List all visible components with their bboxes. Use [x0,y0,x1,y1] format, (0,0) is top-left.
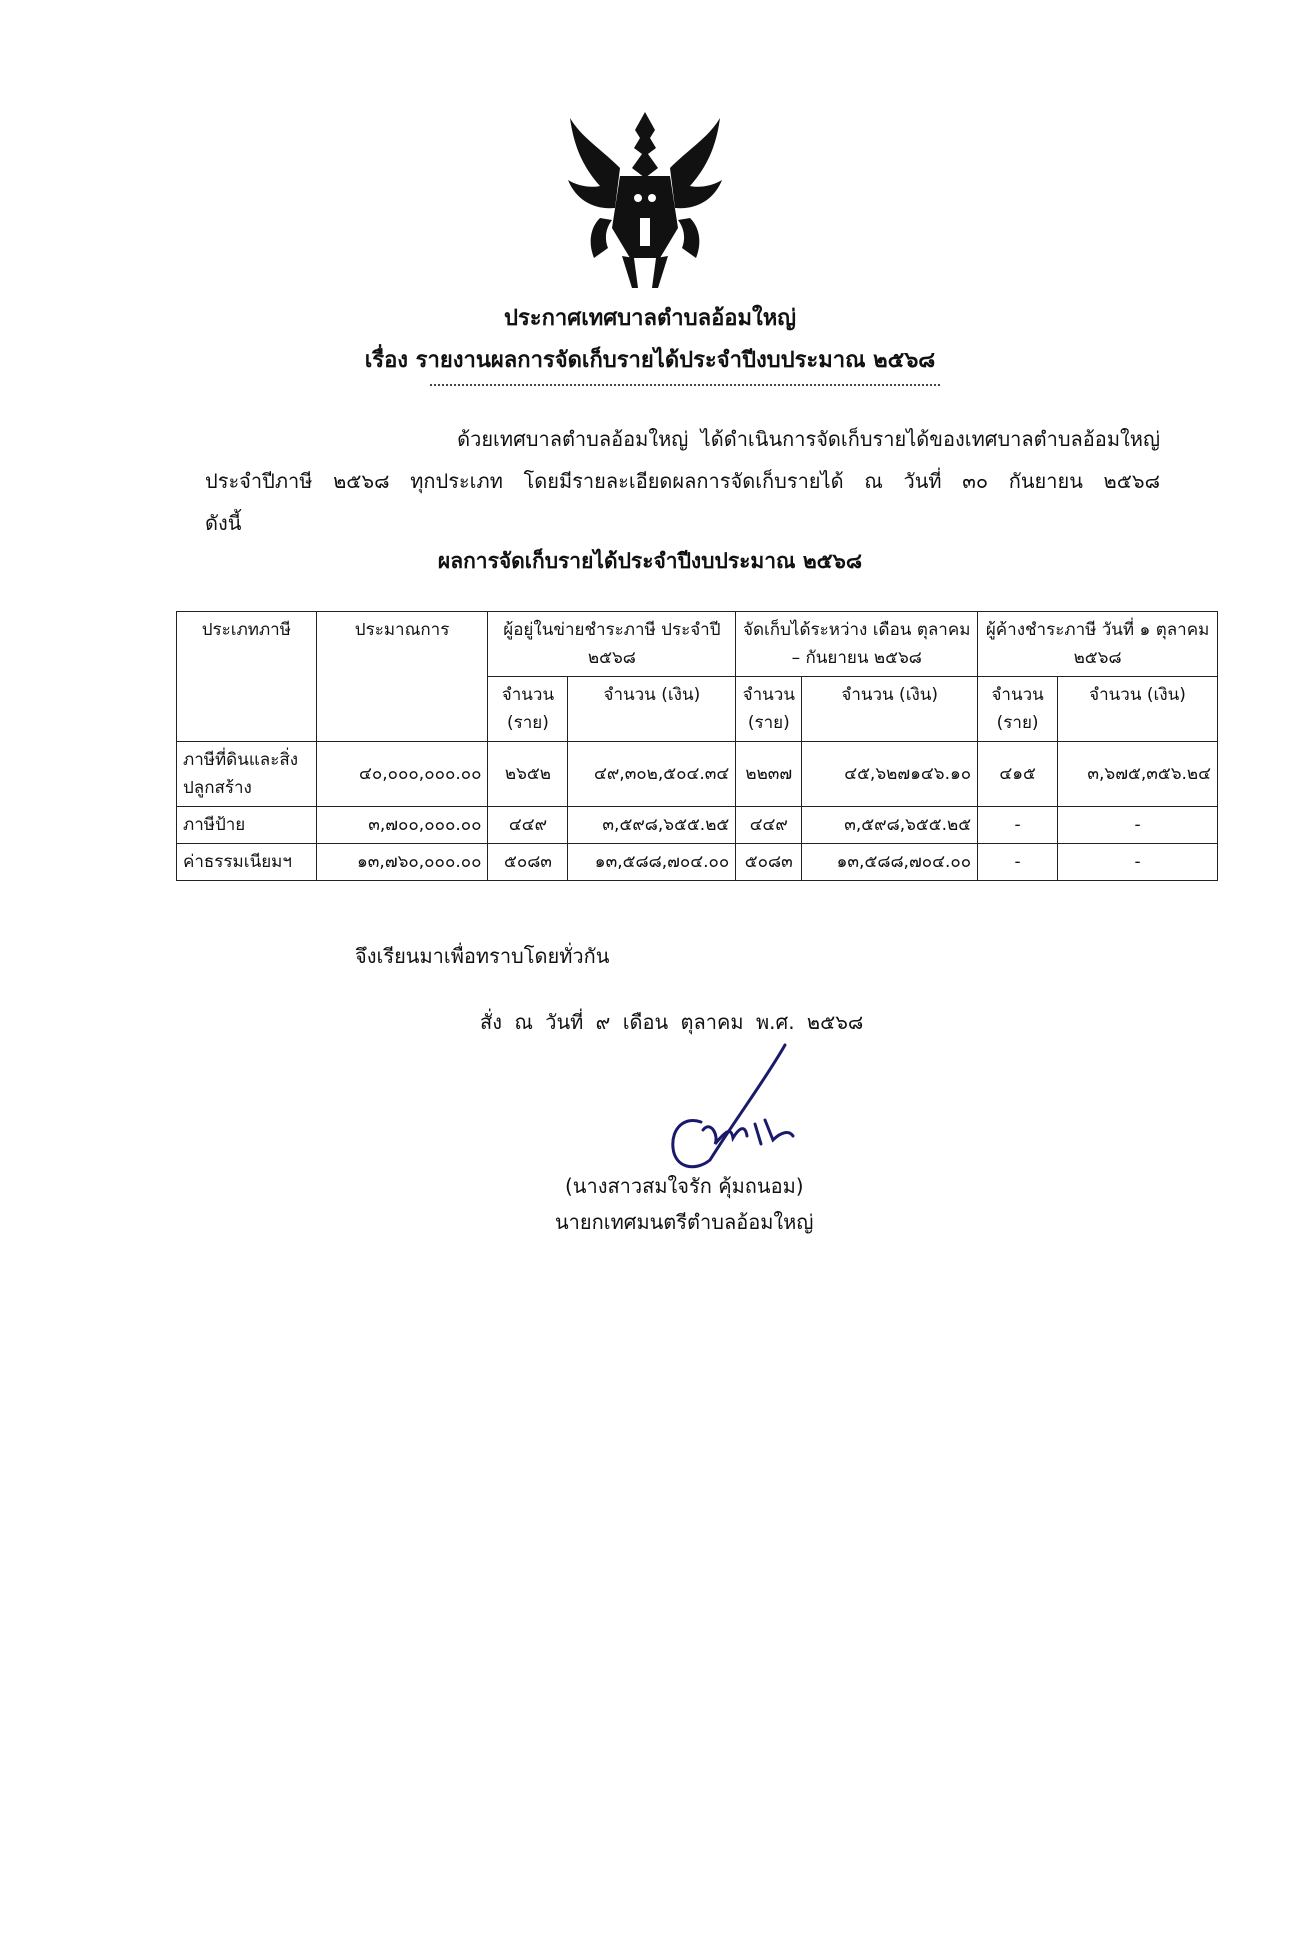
issue-date: สั่ง ณ วันที่ ๙ เดือน ตุลาคม พ.ศ. ๒๕๖๘ [480,1010,864,1034]
announcement-subject: เรื่อง รายงานผลการจัดเก็บรายได้ประจำปีงบประมาณ ๒๕๖๘ [364,348,936,373]
cell-collected-count: ๔๔๙ [736,807,802,844]
cell-overdue-amount: ๓,๖๗๕,๓๕๖.๒๔ [1058,742,1218,807]
cell-overdue-count: - [978,844,1058,881]
cell-estimate: ๔๐,๐๐๐,๐๐๐.๐๐ [316,742,488,807]
cell-due-count: ๔๔๙ [488,807,568,844]
table-row [177,742,1218,807]
table-row [177,844,1218,881]
cell-collected-count: ๒๒๓๗ [736,742,802,807]
cell-collected-amount: ๓,๕๙๘,๖๕๕.๒๕ [802,807,978,844]
cell-tax-type: ค่าธรรมเนียมฯ [177,844,317,881]
revenue-table [176,611,1218,881]
cell-estimate: ๑๓,๗๖๐,๐๐๐.๐๐ [316,844,488,881]
header-collected: จัดเก็บได้ระหว่าง เดือน ตุลาคม – กันยายน ๒๕๖๘ [736,612,978,677]
cell-tax-type: ภาษีป้าย [177,807,317,844]
signature-icon [615,1040,815,1175]
closing-notice: จึงเรียนมาเพื่อทราบโดยทั่วกัน [355,944,610,968]
table-row [177,807,1218,844]
cell-overdue-amount: - [1058,844,1218,881]
cell-collected-amount: ๑๓,๕๘๘,๗๐๔.๐๐ [802,844,978,881]
cell-overdue-amount: - [1058,807,1218,844]
header-due-payers: ผู้อยู่ในข่ายชำระภาษี ประจำปี ๒๕๖๘ [488,612,736,677]
subheader-count: จำนวน (ราย) [736,677,802,742]
cell-due-count: ๒๖๕๒ [488,742,568,807]
cell-due-count: ๕๐๘๓ [488,844,568,881]
cell-estimate: ๓,๗๐๐,๐๐๐.๐๐ [316,807,488,844]
body-line-1: ด้วยเทศบาลตำบลอ้อมใหญ่ ได้ดำเนินการจัดเก็บรายได้ของเทศบาลตำบลอ้อมใหญ่ [457,427,1160,451]
subheader-count: จำนวน (ราย) [488,677,568,742]
cell-due-amount: ๑๓,๕๘๘,๗๐๔.๐๐ [568,844,736,881]
signer-name: (นางสาวสมใจรัก คุ้มถนอม) [565,1174,804,1198]
table-title: ผลการจัดเก็บรายได้ประจำปีงบประมาณ ๒๕๖๘ [437,549,863,573]
cell-due-amount: ๓,๕๙๘,๖๕๕.๒๕ [568,807,736,844]
garuda-emblem-icon [560,108,730,293]
signer-title: นายกเทศมนตรีตำบลอ้อมใหญ่ [555,1210,814,1234]
cell-due-amount: ๔๙,๓๐๒,๕๐๔.๓๔ [568,742,736,807]
announcement-title: ประกาศเทศบาลตำบลอ้อมใหญ่ [503,306,797,331]
header-overdue: ผู้ค้างชำระภาษี วันที่ ๑ ตุลาคม ๒๕๖๘ [978,612,1218,677]
subheader-amount: จำนวน (เงิน) [568,677,736,742]
cell-overdue-count: ๔๑๕ [978,742,1058,807]
subheader-count: จำนวน (ราย) [978,677,1058,742]
cell-collected-amount: ๔๕,๖๒๗๑๔๖.๑๐ [802,742,978,807]
cell-tax-type: ภาษีที่ดินและสิ่งปลูกสร้าง [177,742,317,807]
subheader-amount: จำนวน (เงิน) [1058,677,1218,742]
body-line-2: ประจำปีภาษี ๒๕๖๘ ทุกประเภท โดยมีรายละเอียดผลการจัดเก็บรายได้ ณ วันที่ ๓๐ กันยายน ๒๕๖๘ [205,469,1160,493]
cell-overdue-count: - [978,807,1058,844]
body-line-3: ดังนี้ [205,511,242,535]
header-tax-type: ประเภทภาษี [177,612,317,742]
cell-collected-count: ๕๐๘๓ [736,844,802,881]
header-estimate: ประมาณการ [316,612,488,742]
table-header-row [177,612,1218,677]
subheader-amount: จำนวน (เงิน) [802,677,978,742]
dotted-divider [430,384,940,386]
